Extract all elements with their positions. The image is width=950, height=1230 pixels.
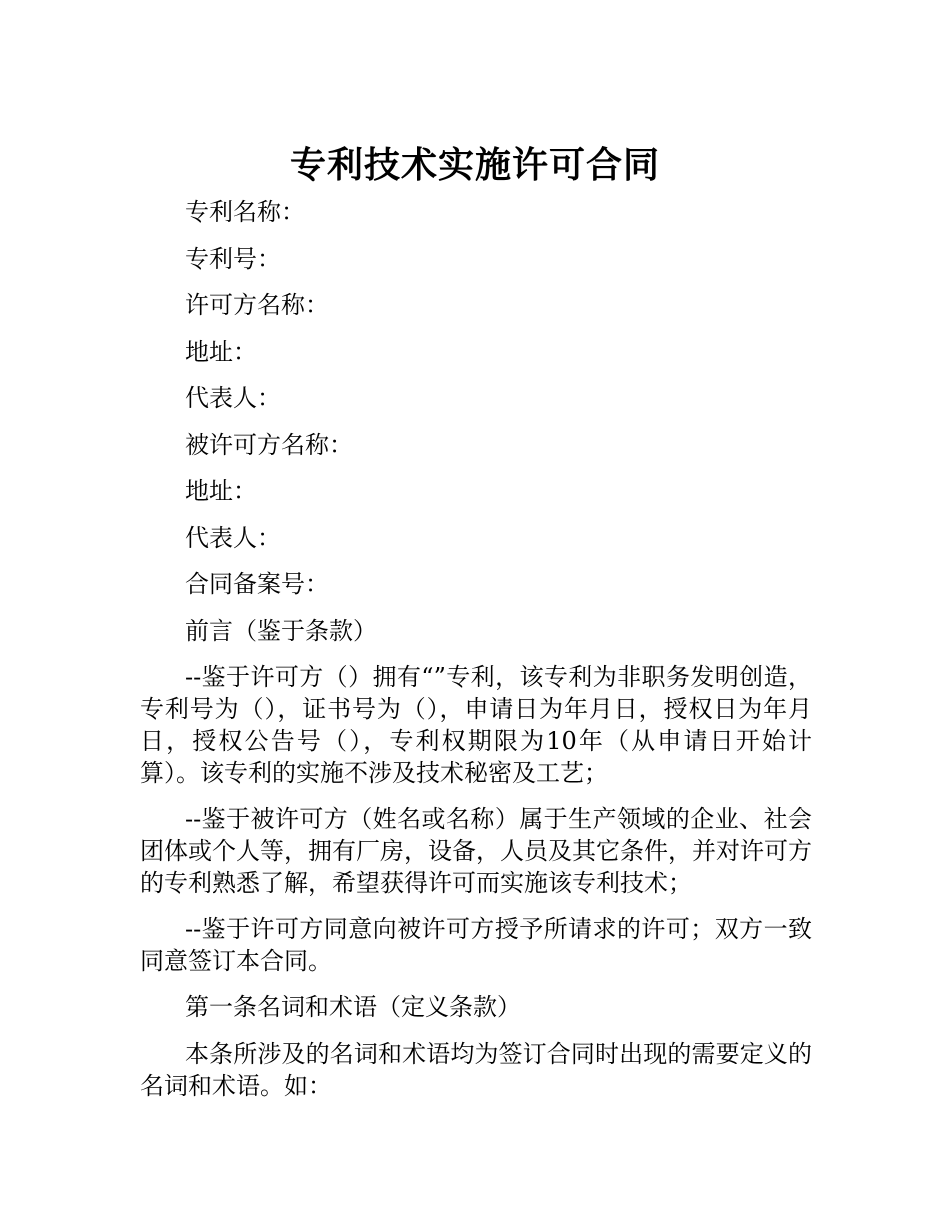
field-licensee-representative: 代表人：	[185, 523, 281, 552]
whereas-paragraph-3: --鉴于许可方同意向被许可方授予所请求的许可；双方一致同意签订本合同。	[140, 915, 812, 975]
whereas-paragraph-2: --鉴于被许可方（姓名或名称）属于生产领域的企业、社会团体或个人等，拥有厂房，设备，人员及其它条件，并对许可方的专利熟悉了解，希望获得许可而实施该专利技术；	[140, 805, 812, 897]
preamble-heading: 前言（鉴于条款）	[185, 616, 377, 645]
field-licensor-name: 许可方名称：	[185, 291, 329, 319]
field-patent-number: 专利号：	[185, 244, 281, 273]
field-contract-record-number: 合同备案号：	[185, 570, 329, 598]
document-title: 专利技术实施许可合同	[289, 145, 660, 187]
field-licensor-representative: 代表人：	[185, 384, 281, 412]
section-1-heading: 第一条名词和术语（定义条款）	[185, 993, 521, 1021]
document-body	[140, 196, 812, 1116]
field-licensee-name: 被许可方名称：	[185, 430, 353, 459]
field-licensee-address: 地址：	[185, 477, 257, 505]
whereas-paragraph-1: --鉴于许可方（）拥有“”专利，该专利为非职务发明创造，专利号为（），证书号为（），申请日为年月日，授权日为年月日，授权公告号（），专利权期限为10年（从申请日开始计算）。该专利的实施不涉及技术秘密及工艺；	[140, 663, 812, 787]
field-patent-name: 专利名称：	[185, 198, 305, 226]
section-1-body: 本条所涉及的名词和术语均为签订合同时出现的需要定义的名词和术语。如：	[140, 1039, 812, 1100]
field-licensor-address: 地址：	[185, 337, 257, 366]
